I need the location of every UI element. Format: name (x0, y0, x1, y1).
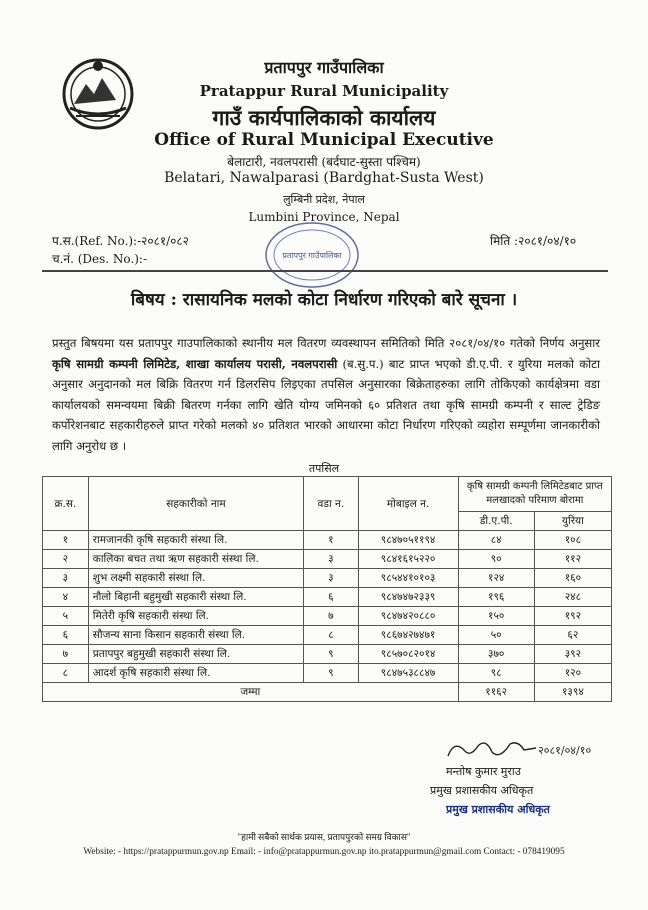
cell-mobile: ९८५४४१०१०३ (358, 569, 458, 588)
cell-mobile: ९८४७४७२३३९ (358, 588, 458, 607)
cell-ward: ७ (304, 607, 358, 626)
body-text-1: प्रस्तुत बिषयमा यस प्रतापपुर गाउपालिकाको स्थानीय मल वितरण व्यवस्थापन समितिको मिति २०८१/०४/१० गतेको निर्णय अनुसार (52, 336, 600, 350)
total-urea: १३९४ (534, 683, 611, 702)
en-province: Lumbini Province, Nepal (248, 210, 400, 224)
en-office-title: Office of Rural Municipal Executive (154, 130, 494, 150)
header-group: कृषि सामग्री कम्पनी लिमिटेडबाट प्राप्त मलखादको परिमाण बोरामा (458, 477, 611, 512)
total-dap: ११६२ (458, 683, 534, 702)
cell-urea: १०८ (534, 531, 611, 550)
np-address: बेलाटारी, नवलपरासी (बर्दघाट-सुस्ता पश्चिम) (227, 155, 421, 169)
header-ward: वडा न. (304, 477, 358, 531)
body-text-bold: कृषि सामग्री कम्पनी लिमिटेड, शाखा कार्यालय परासी, नवलपरासी (52, 356, 338, 371)
dispatch-number: च.नं. (Des. No.):- (52, 252, 148, 266)
en-address: Belatari, Nawalparasi (Bardghat-Susta West) (164, 170, 484, 186)
cell-mobile: ९८५७०८२०१४ (358, 645, 458, 664)
cell-ward: ८ (304, 626, 358, 645)
cell-sn: ३ (43, 569, 89, 588)
cell-sn: ८ (43, 664, 89, 683)
header-name: सहकारीको नाम (88, 477, 303, 531)
cell-name: मितेरी कृषि सहकारी संस्था लि. (88, 607, 303, 626)
cell-mobile: ९८६७४२७४७१ (358, 626, 458, 645)
cell-name: सौजन्य साना किसान सहकारी संस्था लि. (88, 626, 303, 645)
designation-stamp: प्रमुख प्रशासकीय अधिकृत (446, 803, 550, 816)
cell-sn: ७ (43, 645, 89, 664)
cell-dap: ९० (458, 550, 534, 569)
footer-slogan: "हामी सबैको सार्थक प्रयास, प्रतापपुरको समग्र विकास" (237, 832, 411, 842)
body-text-2: (ब.सु.प.) बाट प्राप्त भएको डी.ए.पी. र युरिया मलको कोटा अनुसार अनुदानको मल बिक्रि वितरण गर्न डिलरसिप लिइएका तपसिल अनुसारका बिक्रेताहरुका लागि तोकिएको कार्यक्षेत्रमा वडा कार्यालयको समन्वयमा बिक्री बितरण गर्नका लागि खेति योग्य जमिनको ६० प्रतिशत तथा कृषि सामग्री कम्पनी र साल्ट ट्रेडिङ कर्पोरेशनबाट सहकारीहरुले प्राप्त गरेको मलको ४० प्रतिशत भारको आधारमा कोटा निर्धारण गरिएको व्यहोरा सम्पूर्णमा जानकारीको लागि अनुरोध छ । (52, 356, 600, 453)
table-row (43, 588, 612, 607)
total-row (43, 683, 612, 702)
cell-ward: ३ (304, 569, 358, 588)
cell-mobile: ९८४१६१५२२० (358, 550, 458, 569)
cell-dap: ३७० (458, 645, 534, 664)
header-sn: क्र.स. (43, 477, 89, 531)
cell-ward: ९ (304, 664, 358, 683)
cell-urea: ६२ (534, 626, 611, 645)
cell-dap: १२४ (458, 569, 534, 588)
cell-name: नौलो बिहानी बहुमुखी सहकारी संस्था लि. (88, 588, 303, 607)
header-mobile: मोबाइल न. (358, 477, 458, 531)
cell-dap: १९६ (458, 588, 534, 607)
stamp-text: प्रतापपुर गाउँपालिका (282, 251, 342, 260)
signature-scribble (440, 732, 592, 768)
body-paragraph (52, 333, 600, 456)
cell-urea: १९२ (534, 607, 611, 626)
cell-name: शुभ लक्ष्मी सहकारी संस्था लि. (88, 569, 303, 588)
signatory-designation: प्रमुख प्रशासकीय अधिकृत (430, 784, 534, 797)
cell-urea: १६० (534, 569, 611, 588)
cell-urea: ३९२ (534, 645, 611, 664)
cell-mobile: ९८४७४२०८८० (358, 607, 458, 626)
table-row (43, 626, 612, 645)
np-office-title: गाउँ कार्यपालिकाको कार्यालय (212, 105, 436, 130)
subject-line: बिषय : रासायनिक मलको कोटा निर्धारण गरिएको बारे सूचना । (130, 290, 518, 310)
cell-sn: ६ (43, 626, 89, 645)
cell-sn: १ (43, 531, 89, 550)
cell-urea: ११२ (534, 550, 611, 569)
np-province: लुम्बिनी प्रदेश, नेपाल (283, 193, 365, 206)
header-dap: डी.ए.पी. (458, 512, 534, 531)
reference-number: प.स.(Ref. No.):-२०८१/०८२ (52, 234, 189, 248)
cell-urea: २४८ (534, 588, 611, 607)
table-row (43, 569, 612, 588)
cell-ward: ६ (304, 588, 358, 607)
footer-contact: Website: - https://pratappurmun.gov.np Email: - info@pratappurmun.gov.np ito.pratappurmun@gmail.com Contact: - 078419095 (83, 847, 565, 857)
np-municipality-title: प्रतापपुर गाउँपालिका (264, 58, 384, 77)
cell-ward: ३ (304, 550, 358, 569)
cell-name: प्रतापपुर बहुमुखी सहकारी संस्था लि. (88, 645, 303, 664)
cell-dap: ९८ (458, 664, 534, 683)
cell-ward: ९ (304, 645, 358, 664)
cell-sn: २ (43, 550, 89, 569)
cell-dap: ८४ (458, 531, 534, 550)
table-row (43, 607, 612, 626)
header-divider (42, 270, 608, 272)
cell-mobile: ९८४७०५११९४ (358, 531, 458, 550)
en-municipality-title: Pratappur Rural Municipality (199, 82, 449, 100)
letter-date: मिति :२०८१/०४/१० (490, 234, 577, 248)
cell-name: आदर्श कृषि सहकारी संस्था लि. (88, 664, 303, 683)
office-stamp (262, 220, 362, 290)
quota-table (42, 476, 612, 702)
cell-ward: १ (304, 531, 358, 550)
cell-name: रामजानकी कृषि सहकारी संस्था लि. (88, 531, 303, 550)
signature-date: २०८१/०४/१० (538, 744, 592, 757)
cell-sn: ५ (43, 607, 89, 626)
table-row (43, 645, 612, 664)
schedule-heading: तपसिल (308, 462, 340, 475)
signatory-name: मन्तोष कुमार मुराउ (446, 765, 521, 778)
cell-mobile: ९८४७५३८८४७ (358, 664, 458, 683)
table-row (43, 531, 612, 550)
table-row (43, 664, 612, 683)
cell-dap: १५० (458, 607, 534, 626)
cell-urea: १२० (534, 664, 611, 683)
table-row (43, 550, 612, 569)
header-urea: युरिया (534, 512, 611, 531)
cell-sn: ४ (43, 588, 89, 607)
total-label: जम्मा (43, 683, 459, 702)
cell-name: कालिका बचत तथा ऋण सहकारी संस्था लि. (88, 550, 303, 569)
cell-dap: ५० (458, 626, 534, 645)
